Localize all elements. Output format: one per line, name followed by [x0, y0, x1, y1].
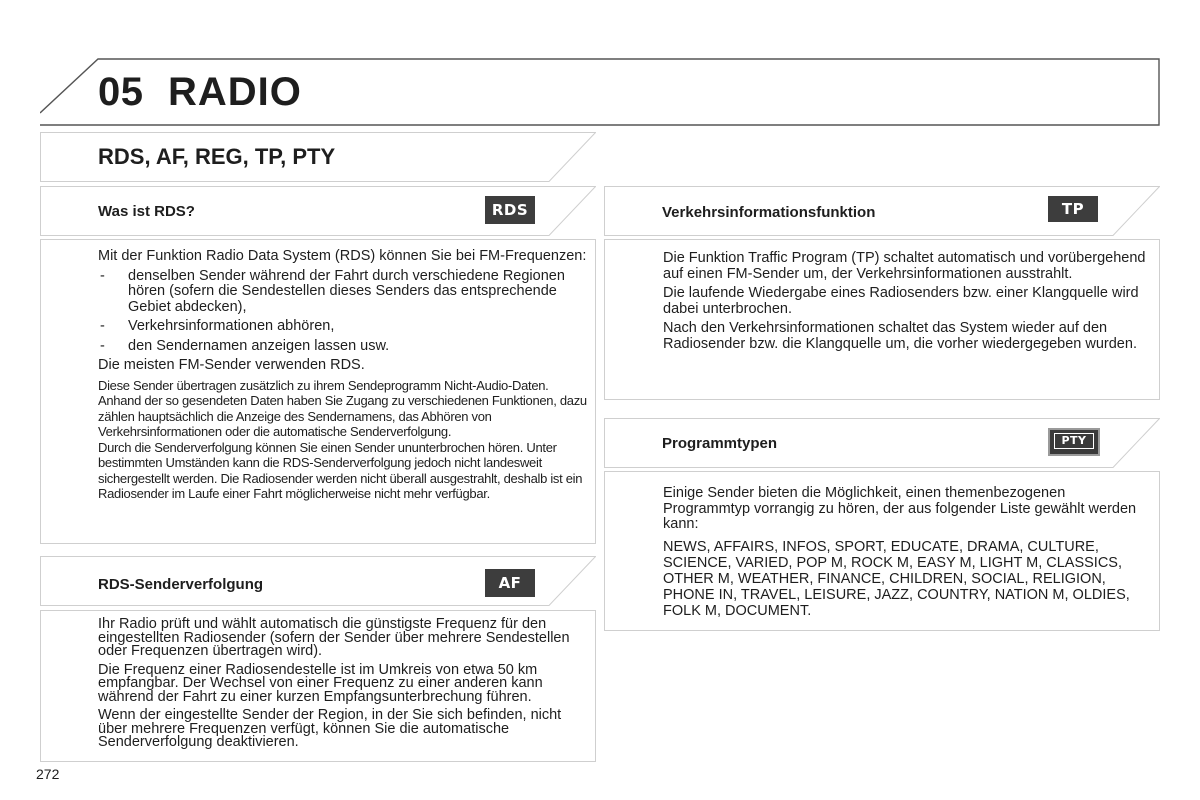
tp-paragraph: Die laufende Wiedergabe eines Radiosenders bzw. einer Klangquelle wird dabei unterbrochen. [663, 285, 1139, 317]
chapter-number: 05 [98, 70, 144, 114]
rds-heading: Was ist RDS? [98, 203, 195, 220]
section-title-box [40, 132, 596, 182]
af-paragraph: Wenn der eingestellte Sender der Region, in der Sie sich befinden, nicht über mehrere Frequenzen verfügt, können Sie die automatische Senderverfolgung deaktivieren. [98, 707, 562, 750]
rds-data-paragraph: Diese Sender übertragen zusätzlich zu ihrem Sendeprogramm Nicht-Audio-Daten. Anhand der so gesendeten Daten haben Sie Zugang zu verschiedenen Funktionen, dazu zählen hauptsächlich die Anzeige des Sendernamens, das Abhören von Verkehrsinformationen oder die automatische Senderverfolgung. [98, 377, 587, 439]
rds-bullet-list [98, 269, 588, 355]
rds-heading-box [40, 186, 596, 236]
rds-content [98, 249, 588, 502]
rds-intro: Mit der Funktion Radio Data System (RDS) können Sie bei FM-Frequenzen: [98, 248, 587, 264]
list-item: - denselben Sender während der Fahrt durch verschiedene Regionen hören (sofern die Sendestellen dieses Senders das entsprechende Gebiet abdecken), [98, 269, 588, 316]
pty-logo [1048, 428, 1100, 456]
rds-most-stations: Die meisten FM-Sender verwenden RDS. [98, 357, 365, 373]
rds-tracking-paragraph: Durch die Senderverfolgung können Sie einen Sender ununterbrochen hören. Unter bestimmten Umständen kann die RDS-Senderverfolgung jedoch nicht landesweit sichergestellt werden. Die Radiosender werden nicht überall ausgestrahlt, deshalb ist ein Radiosender im Laufe einer Fahrt möglicherweise nicht mehr verfügbar. [98, 439, 583, 501]
pty-content [663, 486, 1153, 619]
af-logo: AF [485, 569, 535, 597]
tp-heading-box [604, 186, 1160, 236]
tp-paragraph: Nach den Verkehrsinformationen schaltet das System wieder auf den Radiosender bzw. die Klangquelle um, die vorher wiedergegeben wurden. [663, 320, 1137, 352]
chapter-header [40, 58, 1160, 126]
section-title: RDS, AF, REG, TP, PTY [98, 144, 336, 169]
tp-content [663, 251, 1148, 352]
pty-logo-text: PTY [1054, 433, 1093, 449]
af-heading-box [40, 556, 596, 606]
pty-heading-box [604, 418, 1160, 468]
chapter-title: RADIO [168, 70, 302, 114]
tp-paragraph: Die Funktion Traffic Program (TP) schaltet automatisch und vorübergehend auf einen FM-Sender um, der Verkehrsinformationen ausstrahlt. [663, 250, 1146, 282]
tp-heading: Verkehrsinformationsfunktion [662, 204, 876, 221]
rds-logo: RDS [485, 196, 535, 224]
af-content [98, 618, 588, 750]
af-heading: RDS-Senderverfolgung [98, 576, 264, 593]
af-paragraph: Ihr Radio prüft und wählt automatisch die günstigste Frequenz für den eingestellten Radiosender (sofern der Sender über mehrere Sendestellen oder Frequenzen übertragen wird). [98, 616, 570, 659]
pty-type-list: NEWS, AFFAIRS, INFOS, SPORT, EDUCATE, DRAMA, CULTURE, SCIENCE, VARIED, POP M, ROCK M, EASY M, LIGHT M, CLASSICS, OTHER M, WEATHER, FINANCE, CHILDREN, SOCIAL, RELIGION, PHONE IN, TRAVEL, LEISURE, JAZZ, COUNTRY, NATION M, OLDIES, FOLK M, DOCUMENT. [663, 538, 1130, 619]
af-paragraph: Die Frequenz einer Radiosendestelle ist im Umkreis von etwa 50 km empfangbar. Der Wechsel von einer Frequenz zu einer anderen kann während der Fahrt zu einer kurzen Empfangsunterbrechung führen. [98, 661, 543, 705]
list-item: - Verkehrsinformationen abhören, [98, 319, 588, 335]
page-number: 272 [36, 766, 60, 782]
tp-logo: TP [1048, 196, 1098, 222]
pty-heading: Programmtypen [662, 435, 778, 452]
pty-paragraph: Einige Sender bieten die Möglichkeit, einen themenbezogenen Programmtyp vorrangig zu hören, der aus folgender Liste gewählt werden kann: [663, 485, 1137, 532]
list-item: - den Sendernamen anzeigen lassen usw. [98, 339, 588, 355]
